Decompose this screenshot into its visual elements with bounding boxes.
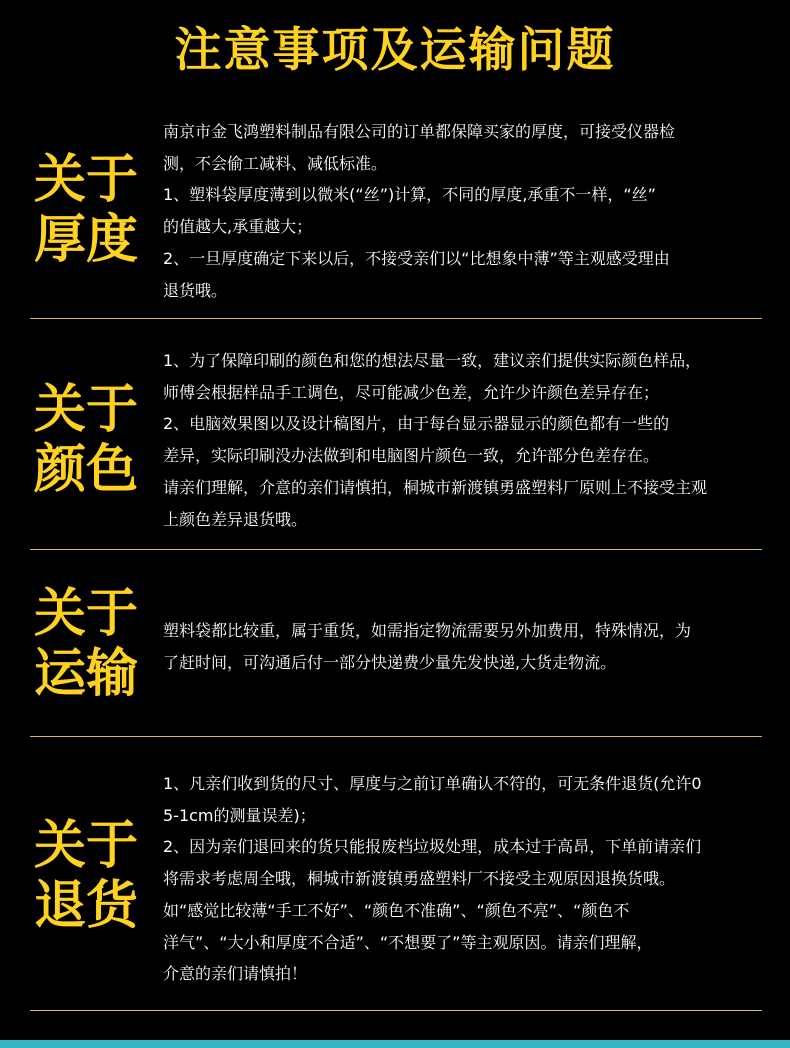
body-line: 5-1cm的测量误差)； (163, 805, 316, 825)
section-shipping (30, 580, 762, 730)
section-heading (34, 584, 154, 704)
body-line: 退货哦。 (163, 280, 228, 300)
body-line: 如“感觉比较薄“手工不好”、“颜色不准确”、“颜色不亮”、“颜色不 (163, 900, 630, 920)
section-divider (30, 318, 762, 319)
section-body (163, 116, 765, 306)
heading-line: 关于 (34, 150, 139, 210)
section-heading (34, 150, 154, 270)
body-line: 洋气”、“大小和厚度不合适”、“不想要了”等主观原因。请亲们理解， (163, 932, 653, 952)
heading-line: 厚度 (34, 210, 139, 270)
section-body (163, 345, 765, 535)
section-thickness (30, 112, 762, 312)
body-line: 差异，实际印刷没办法做到和电脑图片颜色一致，允许部分色差存在。 (163, 446, 660, 466)
body-line: 1、为了保障印刷的颜色和您的想法尽量一致，建议亲们提供实际颜色样品， (163, 351, 702, 370)
heading-line: 颜色 (34, 440, 139, 500)
body-line: 1、凡亲们收到货的尺寸、厚度与之前订单确认不符的，可无条件退货(允许0 (163, 774, 702, 793)
section-returns (30, 766, 762, 1006)
body-line: 师傅会根据样品手工调色，尽可能减少色差，允许少许颜色差异存在； (163, 382, 660, 402)
heading-line: 关于 (34, 816, 139, 876)
section-divider (30, 549, 762, 550)
body-line: 请亲们理解，介意的亲们请慎拍，桐城市新渡镇勇盛塑料厂原则上不接受主观 (163, 477, 708, 497)
body-line: 的值越大,承重越大； (163, 217, 313, 237)
section-divider (30, 1010, 762, 1011)
body-line: 测，不会偷工减料、减低标准。 (163, 153, 388, 173)
body-line: 将需求考虑周全哦，桐城市新渡镇勇盛塑料厂不接受主观原因退换货哦。 (163, 869, 676, 889)
body-line: 上颜色差异退货哦。 (163, 509, 308, 529)
body-line: 南京市金飞鸿塑料制品有限公司的订单都保障买家的厚度，可接受仪器检 (163, 122, 676, 141)
heading-line: 关于 (34, 584, 139, 644)
section-color (30, 343, 762, 543)
body-line: 塑料袋都比较重，属于重货，如需指定物流需要另外加费用，特殊情况，为 (163, 621, 692, 640)
heading-line: 关于 (34, 380, 139, 440)
bottom-accent-bar (0, 1040, 790, 1048)
body-line: 2、一旦厚度确定下来以后，不接受亲们以“比想象中薄”等主观感受理由 (163, 248, 670, 268)
section-heading (34, 380, 154, 500)
heading-line: 退货 (34, 876, 139, 936)
section-heading (34, 816, 154, 936)
page-title: 注意事项及运输问题 (174, 23, 616, 78)
body-line: 2、因为亲们退回来的货只能报废档垃圾处理，成本过于高昂，下单前请亲们 (163, 837, 702, 857)
body-line: 了赶时间，可沟通后付一部分快递费少量先发快递,大货走物流。 (163, 652, 617, 672)
section-body (163, 768, 765, 990)
section-body (163, 615, 765, 678)
body-line: 介意的亲们请慎拍！ (163, 964, 308, 984)
body-line: 1、塑料袋厚度薄到以微米(“丝”)计算，不同的厚度,承重不一样，“丝” (163, 185, 656, 205)
heading-line: 运输 (34, 644, 139, 704)
body-line: 2、电脑效果图以及设计稿图片，由于每台显示器显示的颜色都有一些的 (163, 414, 670, 434)
section-divider (30, 736, 762, 737)
